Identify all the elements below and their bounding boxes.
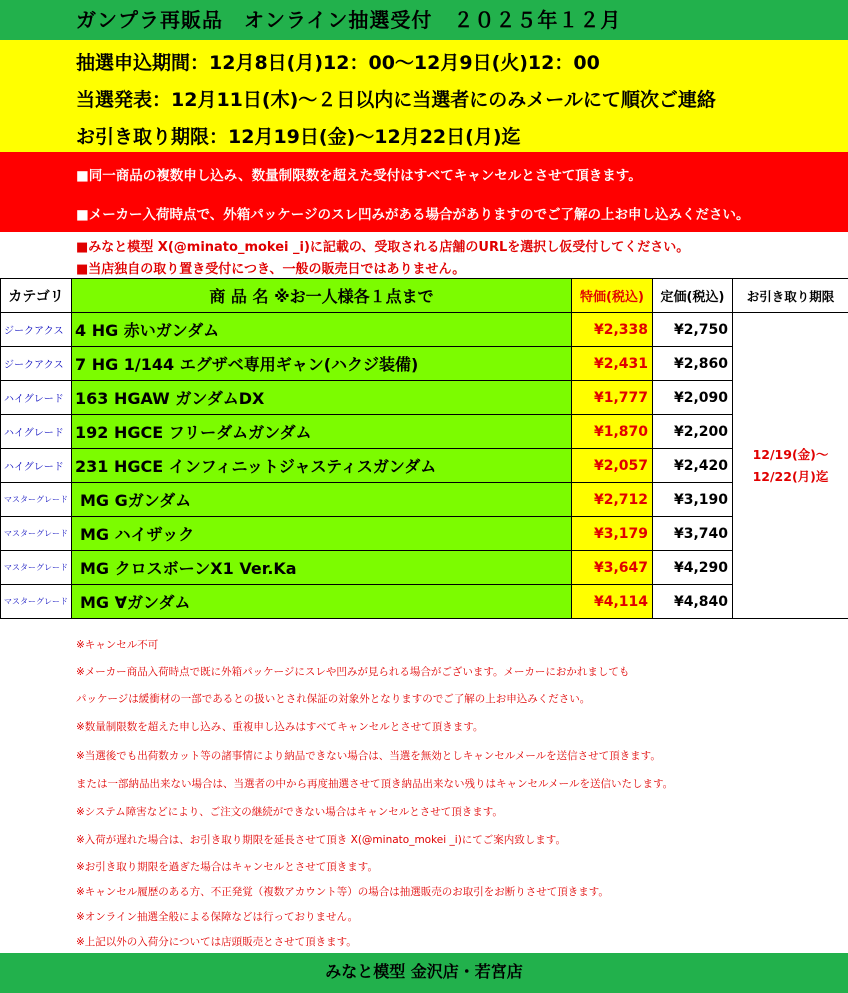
- category-cell: マスターグレード: [1, 517, 72, 551]
- notice-line: ■当店独自の取り置き受付につき、一般の販売日ではありません。: [76, 262, 466, 277]
- category-cell: マスターグレード: [1, 551, 72, 585]
- sale-price: ¥1,870: [572, 415, 653, 449]
- product-name: 163 HGAW ガンダムDX: [72, 381, 572, 415]
- footnote: ※入荷が遅れた場合は、お引き取り期限を延長させて頂き X(@minato_mokei _i)にてご案内致します。: [76, 834, 566, 846]
- pickup-deadline-end: 12/22(月)迄: [752, 468, 829, 484]
- header-product-name: 商 品 名 ※お一人様各１点まで: [72, 279, 572, 313]
- category-cell: ジークアクス: [1, 313, 72, 347]
- product-name: MG Gガンダム: [72, 483, 572, 517]
- footnote: ※メーカー商品入荷時点で既に外箱パッケージにスレや凹みが見られる場合がございます。メーカーにおかれましても: [76, 666, 630, 678]
- pickup-deadline-cell: [733, 313, 848, 619]
- header-pickup-deadline: お引き取り期限: [733, 279, 848, 313]
- application-period: 抽選申込期間：12月8日(月)12：00～12月9日(火)12：00: [76, 52, 600, 74]
- table-row: [1, 381, 848, 415]
- category-cell: ハイグレード: [1, 381, 72, 415]
- regular-price: ¥2,750: [653, 313, 733, 347]
- sale-price: ¥3,647: [572, 551, 653, 585]
- category-cell: マスターグレード: [1, 483, 72, 517]
- sale-price: ¥1,777: [572, 381, 653, 415]
- sale-price: ¥4,114: [572, 585, 653, 619]
- table-header-row: [1, 279, 848, 313]
- regular-price: ¥2,860: [653, 347, 733, 381]
- product-name: 4 HG 赤いガンダム: [72, 313, 572, 347]
- footnote: ※上記以外の入荷分については店頭販売とさせて頂きます。: [76, 936, 357, 948]
- footnote: ※キャンセル履歴のある方、不正発覚（複数アカウント等）の場合は抽選販売のお取引をお断りさせて頂きます。: [76, 886, 609, 898]
- category-cell: マスターグレード: [1, 585, 72, 619]
- product-name: 192 HGCE フリーダムガンダム: [72, 415, 572, 449]
- announcement-info: 当選発表：12月11日(木)～２日以内に当選者にのみメールにて順次ご連絡: [76, 89, 716, 111]
- product-name: MG ハイザック: [72, 517, 572, 551]
- regular-price: ¥4,840: [653, 585, 733, 619]
- store-footer: みなと模型 金沢店・若宮店: [0, 953, 848, 993]
- sale-price: ¥2,338: [572, 313, 653, 347]
- schedule-panel: [0, 40, 848, 152]
- sale-price: ¥2,431: [572, 347, 653, 381]
- footnote: ※オンライン抽選全般による保障などは行っておりません。: [76, 911, 359, 923]
- product-table: [0, 278, 848, 619]
- regular-price: ¥2,090: [653, 381, 733, 415]
- regular-price: ¥3,740: [653, 517, 733, 551]
- header-regular-price: 定価(税込): [653, 279, 733, 313]
- header-category: カテゴリ: [1, 279, 72, 313]
- header-sale-price: 特価(税込): [572, 279, 653, 313]
- product-name: 7 HG 1/144 エグザベ専用ギャン(ハクジ装備): [72, 347, 572, 381]
- sale-price: ¥2,712: [572, 483, 653, 517]
- sale-price: ¥3,179: [572, 517, 653, 551]
- regular-price: ¥2,200: [653, 415, 733, 449]
- footnote: または一部納品出来ない場合は、当選者の中から再度抽選させて頂き納品出来ない残りはキャンセルメールを送信いたします。: [76, 778, 674, 790]
- product-name: MG クロスボーンX1 Ver.Ka: [72, 551, 572, 585]
- footnote: ※当選後でも出荷数カット等の諸事情により納品できない場合は、当選を無効としキャンセルメールを送信させて頂きます。: [76, 750, 661, 762]
- sale-price: ¥2,057: [572, 449, 653, 483]
- regular-price: ¥4,290: [653, 551, 733, 585]
- table-row: [1, 415, 848, 449]
- product-name: MG ∀ガンダム: [72, 585, 572, 619]
- category-cell: ハイグレード: [1, 415, 72, 449]
- page-title: ガンプラ再販品 オンライン抽選受付 ２０２５年１２月: [0, 0, 848, 40]
- footnote: パッケージは緩衝材の一部であるとの扱いとされ保証の対象外となりますのでご了解の上お申込みください。: [76, 693, 591, 705]
- table-row: [1, 517, 848, 551]
- warning-line: ■同一商品の複数申し込み、数量制限数を超えた受付はすべてキャンセルとさせて頂きます。: [76, 168, 642, 184]
- table-row: [1, 551, 848, 585]
- footnote: ※数量制限数を超えた申し込み、重複申し込みはすべてキャンセルとさせて頂きます。: [76, 721, 484, 733]
- category-cell: ジークアクス: [1, 347, 72, 381]
- footnote: ※システム障害などにより、ご注文の継続ができない場合はキャンセルとさせて頂きます。: [76, 806, 503, 818]
- table-row: [1, 449, 848, 483]
- category-cell: ハイグレード: [1, 449, 72, 483]
- pickup-period: お引き取り期限：12月19日(金)～12月22日(月)迄: [76, 126, 521, 148]
- footnote: ※お引き取り期限を過ぎた場合はキャンセルとさせて頂きます。: [76, 861, 378, 873]
- table-row: [1, 313, 848, 347]
- regular-price: ¥3,190: [653, 483, 733, 517]
- regular-price: ¥2,420: [653, 449, 733, 483]
- warning-line: ■メーカー入荷時点で、外箱パッケージのスレ凹みがある場合がありますのでご了解の上お申し込みください。: [76, 207, 750, 223]
- table-row: [1, 483, 848, 517]
- table-row: [1, 347, 848, 381]
- product-name: 231 HGCE インフィニットジャスティスガンダム: [72, 449, 572, 483]
- table-row: [1, 585, 848, 619]
- footnote: ※キャンセル不可: [76, 639, 159, 651]
- notice-line: ■みなと模型 X(@minato_mokei _i)に記載の、受取される店舗のURLを選択し仮受付してください。: [76, 240, 690, 255]
- pickup-deadline-start: 12/19(金)～: [752, 446, 829, 462]
- warning-panel: [0, 152, 848, 232]
